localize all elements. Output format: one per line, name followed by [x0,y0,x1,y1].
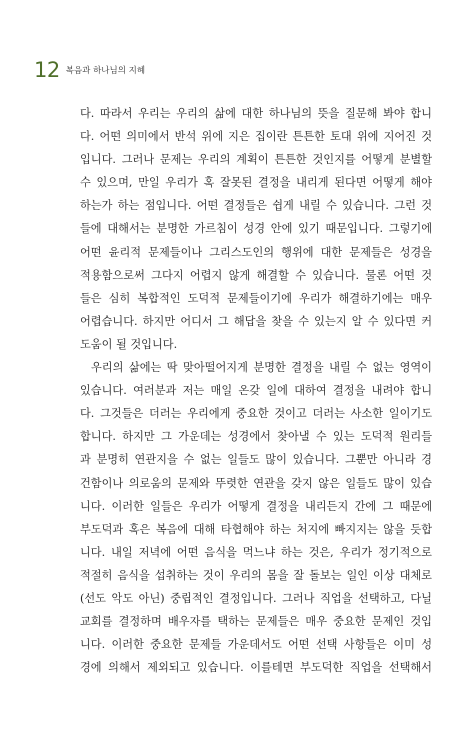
text-line: 다. 어떤 의미에서 반석 위에 지은 집이란 튼튼한 토대 위에 지어진 것 [80,130,432,144]
text-line: 다. 그것들은 더러는 우리에게 중요한 것이고 더러는 사소한 일이기도 [80,407,432,421]
text-line: 있습니다. 여러분과 저는 매일 온갖 일에 대하여 결정을 내려야 합니 [80,384,432,398]
text-line: 니다. 내일 저녁에 어떤 음식을 먹느냐 하는 것은, 우리가 정기적으로 [80,545,432,559]
text-line: 어떤 윤리적 문제들이나 그리스도인의 행위에 대한 문제들은 성경을 [80,245,432,259]
text-line: 과 분명히 연관지을 수 없는 일들도 많이 있습니다. 그뿐만 아니라 경 [80,453,432,467]
body-text [80,102,432,679]
text-line: 들은 심히 복합적인 도덕적 문제들이기에 우리가 해결하기에는 매우 [80,291,432,305]
text-line: 우리의 삶에는 딱 맞아떨어지게 분명한 결정을 내릴 수 없는 영역이 [91,361,432,375]
text-line: 교회를 결정하며 배우자를 택하는 문제들은 매우 중요한 문제인 것입 [80,615,432,629]
text-line: 하는가 하는 점입니다. 어떤 결정들은 쉽게 내릴 수 있습니다. 그런 것 [80,199,432,213]
text-line: (선도 악도 아닌) 중립적인 결정입니다. 그러나 직업을 선택하고, 다닐 [80,591,432,605]
text-line: 적용함으로써 그다지 어렵지 않게 해결할 수 있습니다. 물론 어떤 것 [80,268,432,282]
text-line: 니다. 이러한 중요한 문제들 가운데서도 어떤 선택 사항들은 이미 성 [80,638,432,652]
text-line: 합니다. 하지만 그 가운데는 성경에서 찾아낼 수 있는 도덕적 원리들 [80,430,432,444]
text-line: 다. 따라서 우리는 우리의 삶에 대한 하나님의 뜻을 질문해 봐야 합니 [80,107,432,120]
book-title: 복음과 하나님의 지혜 [65,66,146,76]
text-line: 부도덕과 혹은 복음에 대해 타협해야 하는 처지에 빠지지는 않을 듯합 [80,522,432,536]
page-number: 12 [34,58,60,82]
text-line: 경에 의해서 제외되고 있습니다. 이를테면 부도덕한 직업을 선택해서 [80,661,432,675]
text-line: 입니다. 그러나 문제는 우리의 계획이 튼튼한 것인지를 어떻게 분별할 [80,153,432,167]
text-line: 건함이나 의로움의 문제와 뚜렷한 연관을 갖지 않은 일들도 많이 있습 [80,476,432,490]
text-line: 들에 대해서는 분명한 가르침이 성경 안에 있기 때문입니다. 그렇기에 [80,222,432,236]
running-head [34,58,145,82]
text-line: 어렵습니다. 하지만 어디서 그 해답을 찾을 수 있는지 알 수 있다면 커 [80,314,432,328]
text-line: 니다. 이러한 일들은 우리가 어떻게 결정을 내리든지 간에 그 때문에 [80,499,432,513]
text-line: 적절히 음식을 섭취하는 것이 우리의 몸을 잘 돌보는 일인 이상 대체로 [80,568,432,582]
text-line: 도움이 될 것입니다. [80,337,178,351]
text-line: 수 있으며, 만일 우리가 혹 잘못된 결정을 내리게 된다면 어떻게 해야 [80,176,432,190]
